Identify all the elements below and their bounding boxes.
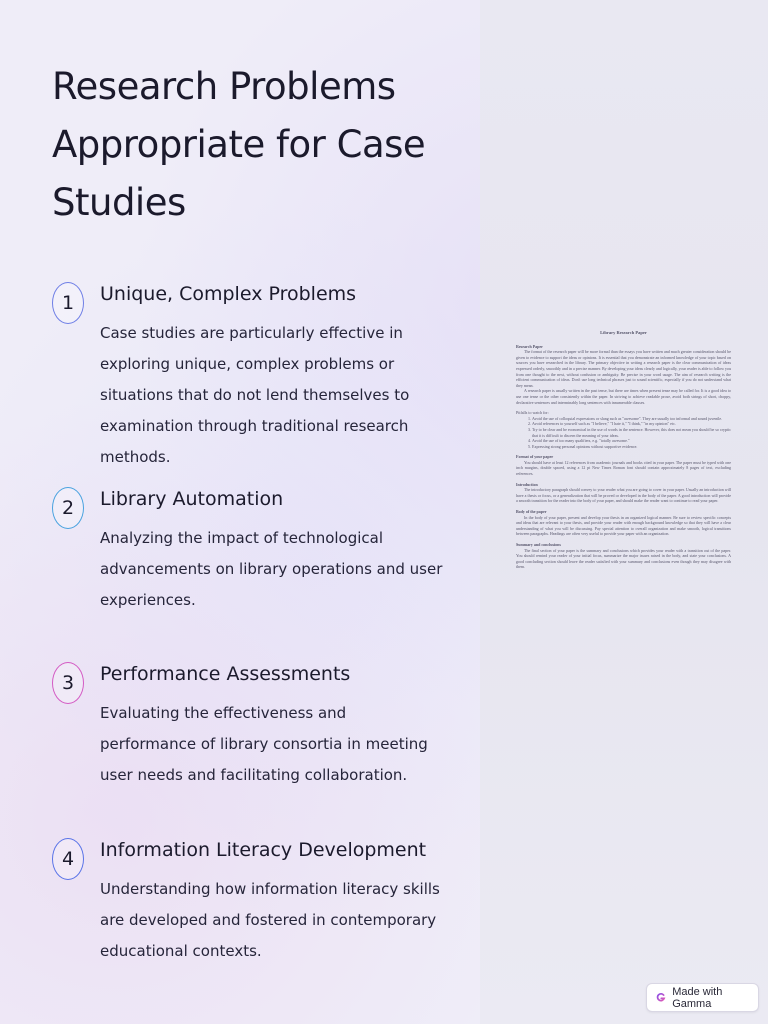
item-description: Analyzing the impact of technological advancements on library operations and user experiences.: [100, 529, 443, 609]
paper-heading: Summary and conclusions: [516, 542, 561, 547]
paper-heading: Format of your paper: [516, 454, 554, 460]
paper-paragraph: A research paper is usually written in the past tense, but there are times when present tense may be called for. It is a good idea to use one tense or the other consistently within the paper. In striving to achieve readable prose, avoid both strings of short, choppy, declarative sentences and interminably long sentences with innumerable clauses.: [516, 388, 731, 405]
paper-heading: Body of the paper: [516, 509, 547, 515]
item-description: Evaluating the effectiveness and performance of library consortia in meeting user needs and facilitating collaboration.: [100, 704, 428, 784]
paper-list-item: 3. Try to be clear and be economical in the use of words in the sentence. However, this does not mean you should be so cryptic that it is difficult to discern the meaning of your ideas.: [532, 427, 731, 438]
paper-list-item: 4. Avoid the use of too many qualifiers, e.g. "totally awesome.": [532, 438, 731, 444]
paper-heading: Pitfalls to watch for:: [516, 410, 549, 416]
slide-title: Research Problems Appropriate for Case Studies: [52, 65, 426, 224]
research-paper-image: [516, 330, 731, 680]
number-badge: 1: [52, 282, 84, 324]
item-description: Case studies are particularly effective in exploring unique, complex problems or situations that do not lend themselves to examination through traditional research methods.: [100, 324, 410, 466]
item-description: Understanding how information literacy skills are developed and fostered in contemporary educational contexts.: [100, 880, 440, 960]
paper-heading: Research Paper: [516, 343, 543, 349]
number-badge: 2: [52, 487, 84, 529]
item-title: Library Automation: [100, 488, 284, 510]
paper-title: Library Research Paper: [600, 330, 647, 335]
item-title: Performance Assessments: [100, 663, 351, 685]
paper-paragraph: The format of the research paper will be more formal than the essays you have written and much greater consideration should be given to evidence to support the ideas or opinions. It is essential that you demonstrate an informed knowledge of your topic based on sources you have researched in the library. The primary objective in writing a research paper is the clear communication of ideas expressed orderly, smoothly and in a precise manner. By developing your ideas clearly and logically, your reader is able to follow you from one thought to the next, without confusion or ambiguity. Be precise in your word usage. The aim of research writing is the efficient communication of ideas. Don't use long technical phrases just to sound scientific, especially if you do not understand what they mean.: [516, 349, 731, 388]
number-badge: 4: [52, 838, 84, 880]
paper-paragraph: The introductory paragraph should convey to your reader what you are going to cover in your paper. Usually an introduction will have a thesis or focus, or a generalization that will be proved or developed in the body of the paper. A good introduction will provide a smooth transition for the reader into the body of your paper, and should make the reader want to continue to read your paper.: [516, 487, 731, 504]
paper-paragraph: The final section of your paper is the summary and conclusions which provides your reader with a transition out of the paper. You should remind your reader of your initial focus, summarize the major issues raised in the body, and state your conclusions. A good concluding section should leave the reader satisfied with your summary and conclusions even though they may disagree with them.: [516, 547, 731, 570]
paper-paragraph: You should have at least 12 references from academic journals and books cited in your paper. The paper must be typed with one inch margins, double spaced, using a 12 pt New Times Roman font should contain approximately 8 pages of text, excluding references.: [516, 459, 731, 477]
paper-heading: Introduction: [516, 481, 538, 487]
item-title: Unique, Complex Problems: [100, 283, 357, 305]
paper-list: [532, 416, 731, 450]
item-title: Information Literacy Development: [100, 839, 427, 861]
badge-label: Made with Gamma: [672, 985, 723, 1010]
paper-paragraph: In the body of your paper, present and develop your thesis in an organized logical manner. Be sure to review specific concepts and ideas that are relevant to your thesis, and provide your reader with enough background knowledge so that they will have a clear understanding of what you will be discussing. Pay special attention to overall organization and make smooth, logical transitions between paragraphs. Headings are often very useful to provide your paper with an organization.: [516, 514, 731, 537]
number-badge: 3: [52, 662, 84, 704]
made-with-gamma-badge[interactable]: [646, 983, 759, 1012]
paper-list-item: 1. Avoid the use of colloquial expressions or slang such as "awesome". They are usually too informal and sound juvenile.: [532, 416, 731, 422]
paper-list-item: 2. Avoid references to yourself such as "I believe," "I hate it," "I think," "in my opinion" etc.: [532, 421, 731, 427]
gamma-logo-icon: [656, 992, 666, 1003]
paper-list-item: 5. Expressing strong personal opinions without supportive evidence.: [532, 444, 731, 450]
